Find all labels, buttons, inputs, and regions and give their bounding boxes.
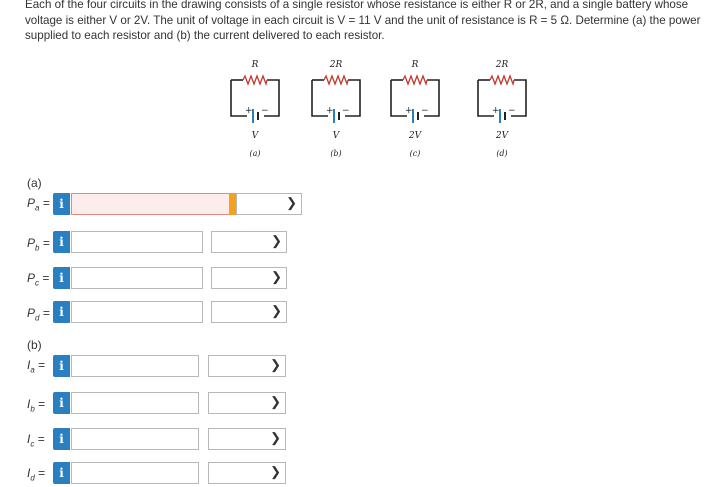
pd-label: $P_d$ =	[27, 306, 50, 323]
circuit-a-caption: (a)	[249, 149, 261, 158]
pd-answer-input[interactable]	[71, 301, 203, 323]
info-icon[interactable]: i	[53, 301, 70, 323]
ib-label: $I_b$ =	[27, 397, 46, 414]
circuit-b	[312, 60, 360, 158]
ia-unit-select[interactable]	[208, 355, 286, 377]
battery-plus-sign-c: +	[405, 106, 413, 116]
problem-statement	[25, 0, 715, 44]
battery-minus-sign-c: −	[421, 106, 429, 116]
battery-minus-sign-d: −	[508, 106, 516, 116]
id-answer-input[interactable]	[71, 462, 199, 484]
chevron-down-icon: ❯	[270, 394, 281, 409]
battery-plus-sign-d: +	[492, 106, 500, 116]
part-b-heading: (b)	[27, 338, 42, 352]
circuit-b-battery-label: V	[332, 131, 340, 141]
pc-unit-select[interactable]	[211, 267, 287, 289]
info-icon[interactable]: i	[53, 231, 70, 253]
circuit-c	[391, 60, 439, 158]
info-icon[interactable]: i	[53, 462, 70, 484]
circuit-d-battery-label: 2V	[495, 131, 509, 141]
info-icon[interactable]: i	[53, 392, 70, 414]
pc-answer-input[interactable]	[71, 267, 203, 289]
chevron-down-icon: ❯	[271, 269, 282, 284]
ic-unit-select[interactable]	[208, 428, 286, 450]
circuit-d-resistor-label: 2R	[495, 60, 509, 70]
circuit-b-resistor-label: 2R	[329, 60, 343, 70]
circuit-a-battery-label: V	[251, 131, 259, 141]
pa-label: $P_a$ =	[27, 196, 50, 213]
id-label: $I_d$ =	[27, 466, 46, 483]
ib-unit-select[interactable]	[208, 392, 286, 414]
problem-line-1: Each of the four circuits in the drawing consists of a single resistor whose resistance is either R or 2R, and a single battery whose	[25, 0, 689, 11]
circuit-c-resistor-label: R	[411, 60, 419, 70]
ib-answer-input[interactable]	[71, 392, 199, 414]
battery-minus-sign-b: −	[342, 106, 350, 116]
circuit-a	[231, 60, 279, 158]
pb-answer-input[interactable]	[71, 231, 203, 253]
ia-label: $I_a$ =	[27, 358, 46, 375]
pd-unit-select[interactable]	[211, 301, 287, 323]
chevron-down-icon: ❯	[270, 430, 281, 445]
problem-line-2: voltage is either V or 2V. The unit of voltage in each circuit is V = 11 V and the unit of resistance is R = 5 Ω. Determine (a) the power	[25, 13, 701, 27]
circuit-d	[478, 60, 526, 158]
info-icon[interactable]: i	[53, 267, 70, 289]
battery-plus-sign-b: +	[326, 106, 334, 116]
pa-unit-select[interactable]	[236, 193, 302, 215]
pa-answer-input[interactable]	[71, 193, 230, 215]
chevron-down-icon: ❯	[286, 195, 297, 210]
circuit-d-caption: (d)	[496, 149, 508, 158]
part-a-heading: (a)	[27, 176, 42, 190]
info-icon[interactable]: i	[53, 193, 70, 215]
info-icon[interactable]: i	[53, 428, 70, 450]
id-unit-select[interactable]	[208, 462, 286, 484]
chevron-down-icon: ❯	[270, 357, 281, 372]
chevron-down-icon: ❯	[271, 233, 282, 248]
ic-label: $I_c$ =	[27, 432, 45, 449]
ia-answer-input[interactable]	[71, 355, 199, 377]
chevron-down-icon: ❯	[270, 464, 281, 479]
info-icon[interactable]: i	[53, 355, 70, 377]
circuit-b-caption: (b)	[330, 149, 342, 158]
chevron-down-icon: ❯	[271, 303, 282, 318]
pb-label: $P_b$ =	[27, 236, 50, 253]
battery-minus-sign-a: −	[261, 106, 269, 116]
ic-answer-input[interactable]	[71, 428, 199, 450]
problem-line-3: supplied to each resistor and (b) the current delivered to each resistor.	[25, 29, 385, 43]
battery-plus-sign-a: +	[245, 106, 253, 116]
circuit-c-caption: (c)	[409, 149, 421, 158]
circuit-diagrams	[222, 55, 552, 165]
pb-unit-select[interactable]	[211, 231, 287, 253]
circuit-a-resistor-label: R	[251, 60, 259, 70]
pc-label: $P_c$ =	[27, 271, 50, 288]
circuit-c-battery-label: 2V	[408, 131, 422, 141]
